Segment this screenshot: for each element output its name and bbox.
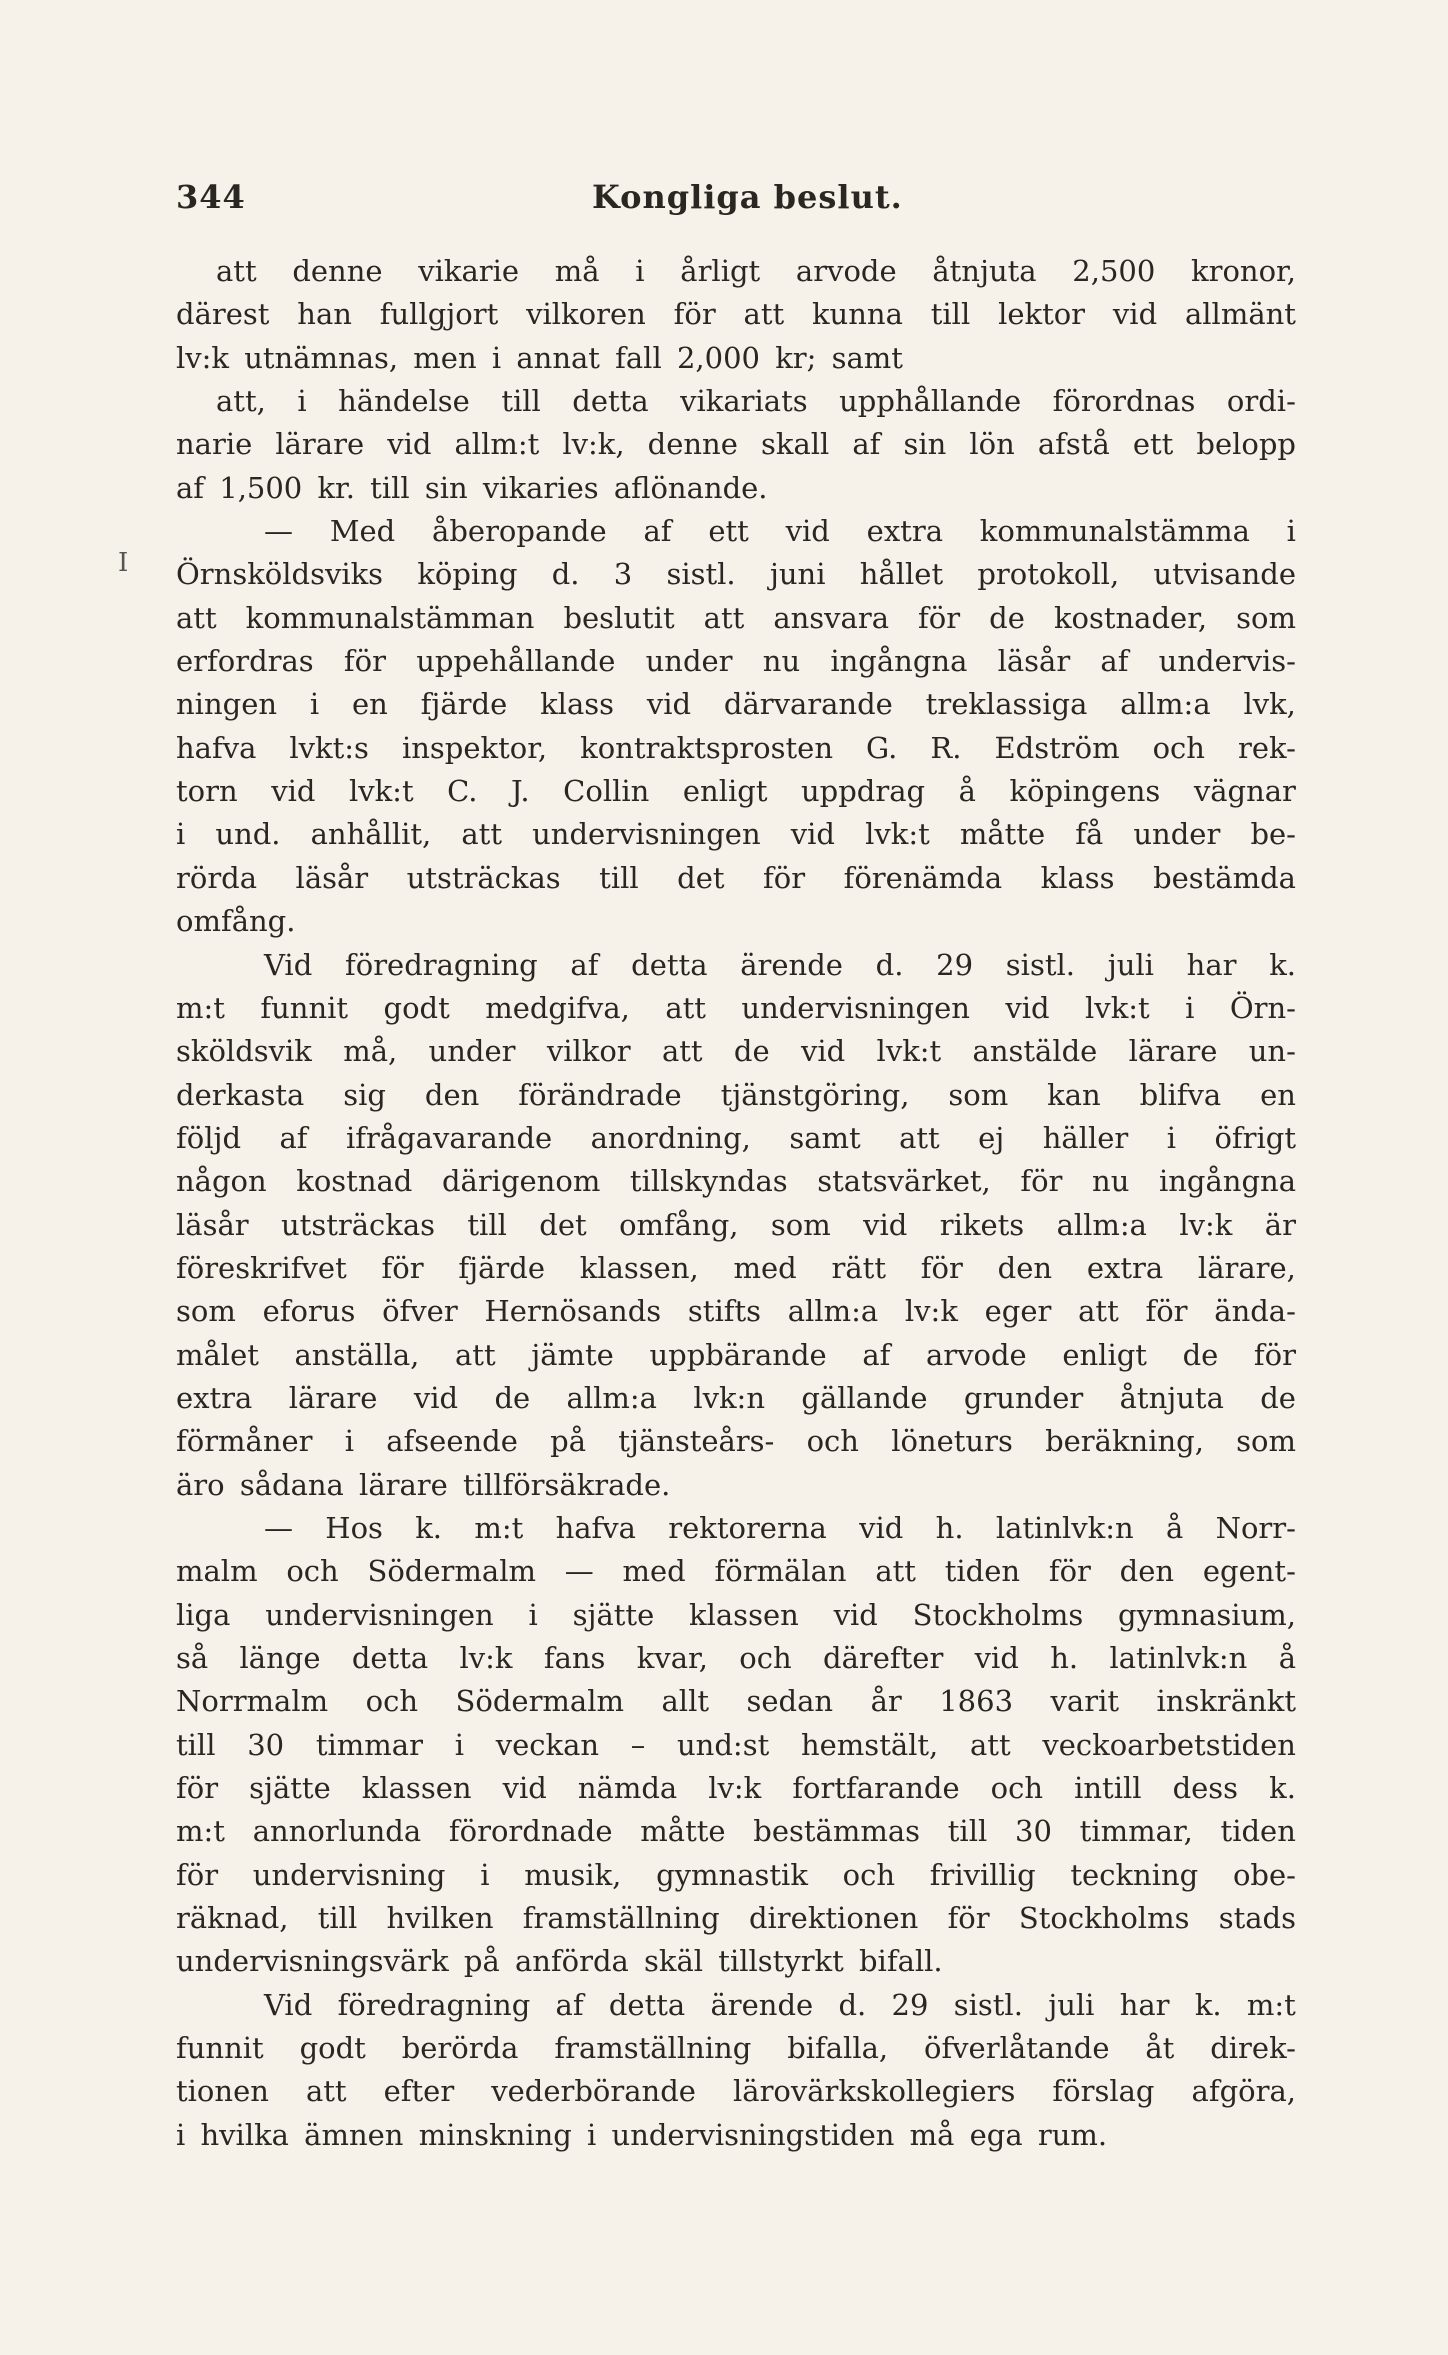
text-line: förmåner i afseende på tjänsteårs- och löneturs beräkning, som <box>176 1424 1296 1459</box>
text-line: Vid föredragning af detta ärende d. 29 sistl. juli har k. m:t <box>264 1987 1296 2022</box>
text-line: sköldsvik må, under vilkor att de vid lvk:t anstälde lärare un- <box>176 1034 1296 1069</box>
text-line: Norrmalm och Södermalm allt sedan år 1863 varit inskränkt <box>176 1684 1296 1719</box>
text-line: till 30 timmar i veckan – und:st hemstält, att veckoarbetstiden <box>176 1727 1296 1762</box>
text-line: extra lärare vid de allm:a lvk:n gällande grunder åtnjuta de <box>176 1380 1296 1415</box>
text-line: erfordras för uppehållande under nu ingångna läsår af undervis- <box>176 644 1296 679</box>
margin-mark: I <box>118 548 129 578</box>
text-line: för sjätte klassen vid nämda lv:k fortfarande och intill dess k. <box>176 1771 1296 1806</box>
page-header <box>176 178 1296 222</box>
body-text <box>176 250 1296 2157</box>
text-line: som eforus öfver Hernösands stifts allm:a lv:k eger att för ända- <box>176 1294 1296 1329</box>
text-line: räknad, till hvilken framställning direktionen för Stockholms stads <box>176 1901 1296 1936</box>
text-line: någon kostnad därigenom tillskyndas statsvärket, för nu ingångna <box>176 1164 1296 1199</box>
text-line: m:t annorlunda förordnade måtte bestämmas till 30 timmar, tiden <box>176 1814 1296 1849</box>
text-line: lv:k utnämnas, men i annat fall 2,000 kr; samt <box>176 340 903 375</box>
text-line: Vid föredragning af detta ärende d. 29 sistl. juli har k. <box>264 947 1296 982</box>
running-title: Kongliga beslut. <box>592 178 903 216</box>
text-line: att kommunalstämman beslutit att ansvara för de kostnader, som <box>176 600 1296 635</box>
text-line: af 1,500 kr. till sin vikaries aflönande. <box>176 470 768 505</box>
text-line: Örnsköldsviks köping d. 3 sistl. juni hållet protokoll, utvisande <box>176 557 1296 592</box>
text-line: följd af ifrågavarande anordning, samt att ej häller i öfrigt <box>176 1120 1296 1155</box>
text-line: — Hos k. m:t hafva rektorerna vid h. latinlvk:n å Norr- <box>264 1510 1296 1545</box>
text-line: att, i händelse till detta vikariats upphållande förordnas ordi- <box>216 384 1296 419</box>
text-line: omfång. <box>176 904 296 939</box>
text-line: hafva lvkt:s inspektor, kontraktsprosten G. R. Edström och rek- <box>176 730 1296 765</box>
text-line: i und. anhållit, att undervisningen vid lvk:t måtte få under be- <box>176 817 1296 852</box>
text-line: narie lärare vid allm:t lv:k, denne skall af sin lön afstå ett belopp <box>176 427 1296 462</box>
text-line: — Med åberopande af ett vid extra kommunalstämma i <box>264 514 1296 549</box>
text-line: torn vid lvk:t C. J. Collin enligt uppdrag å köpingens vägnar <box>176 774 1296 809</box>
text-line: målet anställa, att jämte uppbärande af arvode enligt de för <box>176 1337 1296 1372</box>
text-line: för undervisning i musik, gymnastik och frivillig teckning obe- <box>176 1857 1296 1892</box>
text-line: föreskrifvet för fjärde klassen, med rätt för den extra lärare, <box>176 1250 1296 1285</box>
text-line: ningen i en fjärde klass vid därvarande treklassiga allm:a lvk, <box>176 687 1296 722</box>
text-line: derkasta sig den förändrade tjänstgöring, som kan blifva en <box>176 1077 1296 1112</box>
text-line: att denne vikarie må i årligt arvode åtnjuta 2,500 kronor, <box>216 254 1296 288</box>
text-line: tionen att efter vederbörande lärovärkskollegiers förslag afgöra, <box>176 2074 1296 2109</box>
text-line: funnit godt berörda framställning bifalla, öfverlåtande åt direk- <box>176 2031 1296 2066</box>
text-line: äro sådana lärare tillförsäkrade. <box>176 1467 671 1502</box>
text-line: rörda läsår utsträckas till det för förenämda klass bestämda <box>176 860 1296 895</box>
text-line: läsår utsträckas till det omfång, som vid rikets allm:a lv:k är <box>176 1207 1296 1242</box>
text-line: malm och Södermalm — med förmälan att tiden för den egent- <box>176 1554 1296 1589</box>
text-line: i hvilka ämnen minskning i undervisningstiden må ega rum. <box>176 2117 1108 2152</box>
text-line: därest han fullgjort vilkoren för att kunna till lektor vid allmänt <box>176 297 1296 332</box>
text-line: så länge detta lv:k fans kvar, och därefter vid h. latinlvk:n å <box>176 1641 1296 1675</box>
text-line: undervisningsvärk på anförda skäl tillstyrkt bifall. <box>176 1944 943 1979</box>
text-line: m:t funnit godt medgifva, att undervisningen vid lvk:t i Örn- <box>176 990 1296 1025</box>
page-number: 344 <box>176 178 246 216</box>
text-line: liga undervisningen i sjätte klassen vid Stockholms gymnasium, <box>176 1597 1296 1632</box>
